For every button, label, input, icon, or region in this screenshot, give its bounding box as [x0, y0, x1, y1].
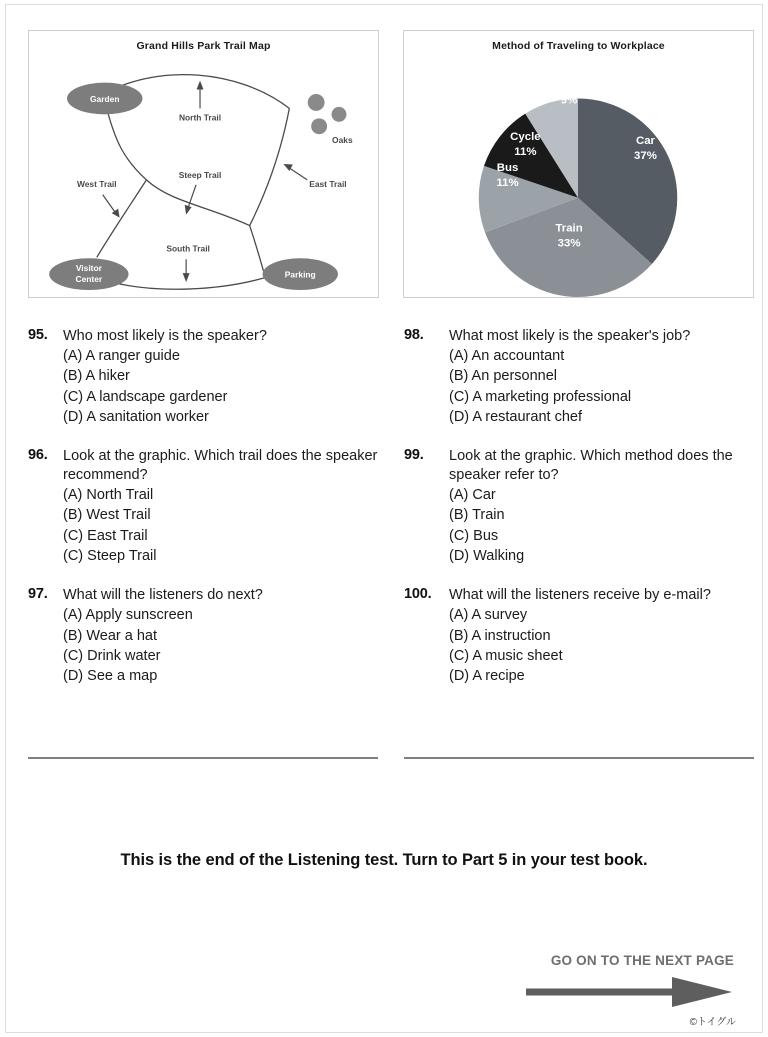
- question-number: 95.: [28, 327, 48, 343]
- answer-choices: [63, 485, 378, 566]
- page-frame: [5, 4, 763, 1033]
- north-trail-arrow-head-icon: [197, 81, 204, 90]
- question-body: [63, 447, 378, 566]
- parking-connector-path: [250, 226, 264, 272]
- answer-choice[interactable]: (C) Bus: [449, 527, 499, 544]
- steep-trail-label: Steep Trail: [178, 169, 222, 180]
- pie-label-bus-name: Bus: [496, 161, 519, 174]
- oak-circle-icon: [311, 118, 327, 134]
- pie-slices: [479, 98, 678, 297]
- copyright-notice: ©トイグル: [689, 1017, 736, 1028]
- pie-chart-graphic: [404, 31, 753, 297]
- pie-label-cycle-name: Cycle: [510, 131, 541, 144]
- oaks-label: Oaks: [332, 135, 353, 146]
- pie-chart-title: Method of Traveling to Workplace: [492, 40, 665, 52]
- answer-choice[interactable]: (A) An accountant: [449, 348, 565, 364]
- steep-trail-path: [105, 100, 250, 225]
- question-body: [449, 327, 754, 427]
- questions-column-right: [404, 327, 754, 707]
- node-garden-label: Garden: [89, 93, 120, 104]
- answer-choice[interactable]: (A) Apply sunscreen: [63, 607, 193, 624]
- south-trail-arrow-head-icon: [183, 273, 190, 282]
- trail-map-title: Grand Hills Park Trail Map: [136, 40, 271, 52]
- answer-choices: [63, 605, 378, 686]
- question-number: 96.: [28, 447, 48, 464]
- pie-label-train-value: 33%: [557, 237, 581, 250]
- section-divider-left: [28, 757, 378, 759]
- question-number: 98.: [404, 327, 424, 343]
- east-trail-label: East Trail: [309, 178, 347, 189]
- oak-circle-icon: [308, 94, 325, 111]
- graphics-row: [28, 30, 754, 298]
- west-trail-arrow-line: [103, 195, 115, 212]
- question-stem: What will the listeners do next?: [63, 587, 263, 604]
- pie-label-bus-value: 11%: [496, 176, 519, 189]
- answer-choices: [449, 346, 754, 427]
- east-trail-path: [250, 108, 290, 225]
- question-96: [28, 447, 378, 566]
- answer-choice[interactable]: (D) A recipe: [449, 668, 525, 685]
- answer-choices: [449, 485, 754, 566]
- steep-trail-arrow-head-icon: [185, 205, 192, 215]
- question-number: 97.: [28, 586, 48, 603]
- question-stem: Who most likely is the speaker?: [63, 328, 267, 344]
- oak-circle-icon: [332, 107, 347, 122]
- pie-chart-panel: [403, 30, 754, 298]
- pie-label-walking-name: Walking: [547, 79, 591, 92]
- question-body: [63, 327, 378, 427]
- questions-column-left: [28, 327, 378, 707]
- answer-choice[interactable]: (C) A music sheet: [449, 647, 563, 664]
- question-99: [404, 447, 754, 566]
- south-trail-label: South Trail: [166, 243, 210, 254]
- answer-choice[interactable]: (C) Steep Trail: [63, 548, 157, 565]
- node-visitor-center-label-line1: Visitor: [75, 263, 102, 274]
- pie-label-train-name: Train: [555, 222, 583, 235]
- node-parking-label: Parking: [284, 269, 316, 280]
- west-trail-label: West Trail: [76, 178, 117, 189]
- answer-choice[interactable]: (A) North Trail: [63, 487, 154, 504]
- answer-choice[interactable]: (B) An personnel: [449, 368, 558, 385]
- answer-choice[interactable]: (A) A survey: [449, 607, 528, 624]
- answer-choice[interactable]: (B) West Trail: [63, 507, 151, 524]
- question-95: [28, 327, 378, 427]
- next-page-arrow: [524, 977, 734, 1007]
- question-98: [404, 327, 754, 427]
- answer-choices: [63, 346, 378, 427]
- question-number: 99.: [404, 447, 424, 464]
- end-of-test-note: This is the end of the Listening test. Turn to Part 5 in your test book.: [120, 851, 648, 869]
- section-divider-right: [404, 757, 754, 759]
- question-body: [449, 586, 754, 686]
- answer-choice[interactable]: (D) A restaurant chef: [449, 408, 582, 425]
- answer-choice[interactable]: (C) East Trail: [63, 527, 148, 544]
- answer-choice[interactable]: (C) A landscape gardener: [63, 388, 228, 405]
- answer-choice[interactable]: (D) Walking: [449, 548, 525, 565]
- trail-map-graphic: [29, 31, 378, 297]
- east-trail-arrow-line: [289, 168, 307, 180]
- go-on-next-page-label: GO ON TO THE NEXT PAGE: [550, 953, 734, 968]
- pie-label-walking-value: 9%: [560, 94, 578, 107]
- pie-label-car-value: 37%: [634, 150, 657, 163]
- question-stem: Look at the graphic. Which trail does the speaker recommend?: [63, 448, 378, 484]
- right-arrow-icon: [524, 977, 734, 1007]
- west-trail-path: [97, 180, 147, 257]
- answer-choice[interactable]: (A) A ranger guide: [63, 348, 180, 364]
- question-body: [449, 447, 754, 566]
- question-stem: Look at the graphic. Which method does the speaker refer to?: [449, 448, 733, 484]
- answer-choice[interactable]: (B) Train: [449, 507, 505, 524]
- pie-label-cycle-value: 11%: [514, 146, 537, 159]
- pie-label-car-name: Car: [635, 135, 656, 148]
- question-body: [63, 586, 378, 686]
- answer-choice[interactable]: (A) Car: [449, 487, 496, 504]
- answer-choice[interactable]: (C) A marketing professional: [449, 388, 632, 405]
- answer-choice[interactable]: (D) See a map: [63, 668, 158, 685]
- question-97: [28, 586, 378, 686]
- node-visitor-center-label-line2: Center: [75, 274, 103, 285]
- answer-choice[interactable]: (D) A sanitation worker: [63, 408, 209, 425]
- answer-choices: [449, 605, 754, 686]
- question-stem: What most likely is the speaker's job?: [449, 328, 691, 344]
- question-stem: What will the listeners receive by e-mail?: [449, 587, 711, 604]
- question-100: [404, 586, 754, 686]
- question-number: 100.: [404, 586, 432, 603]
- answer-choice[interactable]: (B) A instruction: [449, 627, 551, 644]
- answer-choice[interactable]: (C) Drink water: [63, 647, 161, 664]
- answer-choice[interactable]: (B) A hiker: [63, 368, 130, 385]
- trail-map-panel: [28, 30, 379, 298]
- answer-choice[interactable]: (B) Wear a hat: [63, 627, 158, 644]
- north-trail-label: North Trail: [178, 112, 222, 123]
